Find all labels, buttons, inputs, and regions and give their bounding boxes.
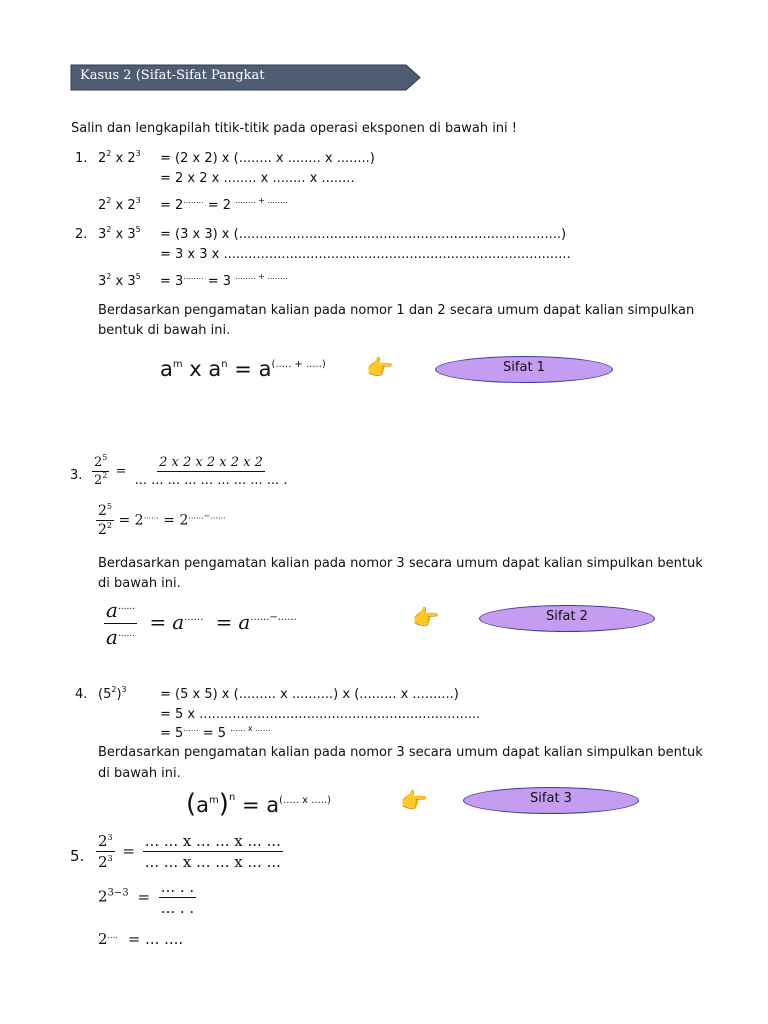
item2-result: = 3........ = 3 ........ + ........: [160, 272, 288, 289]
item3-number: 3.: [70, 468, 83, 483]
item4-line2: = 5 x ....................................................................: [160, 707, 481, 722]
item2-lhs: $3^2$ x $3^5$: [98, 225, 141, 242]
formula2: $\frac{a^{......}}{a^{......}}$ = a...... = a......−......: [106, 598, 297, 649]
conclusion4-line1: Berdasarkan pengamatan kalian pada nomor 3 secara umum dapat kalian simpulkan bentuk: [98, 745, 703, 760]
item4-line1: = (5 x 5) x (......... x ..........) x (......... x ..........): [160, 687, 459, 702]
instruction-text: Salin dan lengkapilah titik-titik pada operasi eksponen di bawah ini !: [71, 121, 518, 136]
conclusion4-line2: di bawah ini.: [98, 766, 181, 781]
item5-fraction: $\frac{2^3}{2^3}$ = $\frac{... ... x ... ... x ... ...}{... ... x ... ... x ... ...}$: [98, 832, 281, 871]
sifat3-badge: Sifat 3: [463, 787, 639, 814]
item1-line2: = 2 x 2 x ........ x ........ x ........: [160, 171, 355, 186]
sifat1-badge: Sifat 1: [435, 356, 613, 383]
item4-number: 4.: [75, 687, 88, 702]
header-title: Kasus 2 (Sifat-Sifat Pangkat: [80, 68, 265, 83]
pointing-hand-icon: 👉: [400, 789, 428, 814]
item4-lhs: $(5^2)^3$: [98, 685, 127, 702]
conclusion3-line1: Berdasarkan pengamatan kalian pada nomor 3 secara umum dapat kalian simpulkan bentuk: [98, 556, 703, 571]
conclusion1-line1: Berdasarkan pengamatan kalian pada nomor 1 dan 2 secara umum dapat kalian simpulkan: [98, 303, 695, 318]
conclusion1-line2: bentuk di bawah ini.: [98, 323, 231, 338]
item1-lhs: $2^2$ x $2^3$: [98, 149, 141, 166]
item5-line2: $2^{3-3}$ = $\frac{... . .}{... . .}$: [98, 878, 195, 917]
item2-lhs-repeat: $3^2$ x $3^5$: [98, 272, 141, 289]
item3-fraction-lhs: $\frac{2^5}{2^2}$ = $\frac{2 x 2 x 2 x 2 x 2}{... ... ... ... ... ... ... ... ... .}$: [94, 453, 288, 488]
pointing-hand-icon: 👉: [366, 356, 394, 381]
item1-lhs-repeat: $2^2$ x $2^3$: [98, 196, 141, 213]
item1-number: 1.: [75, 151, 88, 166]
item5-line3: 2.... = ... ....: [98, 930, 184, 948]
item1-result: = 2........ = 2 ........ + ........: [160, 196, 288, 213]
item2-line2: = 3 x 3 x ....................................................................................: [160, 247, 571, 262]
pointing-hand-icon: 👉: [412, 606, 440, 631]
formula1: $a^m$ x $a^n = a^{(..... + .....)}$: [160, 357, 326, 381]
item2-number: 2.: [75, 227, 88, 242]
item4-line3: = 5...... = 5 $^{...... x ......}$: [160, 724, 271, 741]
item5-number: 5.: [70, 847, 85, 865]
sifat2-badge: Sifat 2: [479, 605, 655, 632]
item3-line2: $\frac{2^5}{2^2}$ = 2...... = 2......−......: [98, 502, 226, 538]
formula3: $(a^m)^n = a^{(..... x .....)}$: [186, 789, 331, 819]
item2-line1: = (3 x 3) x (..............................................................................): [160, 227, 567, 242]
conclusion3-line2: di bawah ini.: [98, 576, 181, 591]
item1-line1: = (2 x 2) x (........ x ........ x ........): [160, 151, 375, 166]
